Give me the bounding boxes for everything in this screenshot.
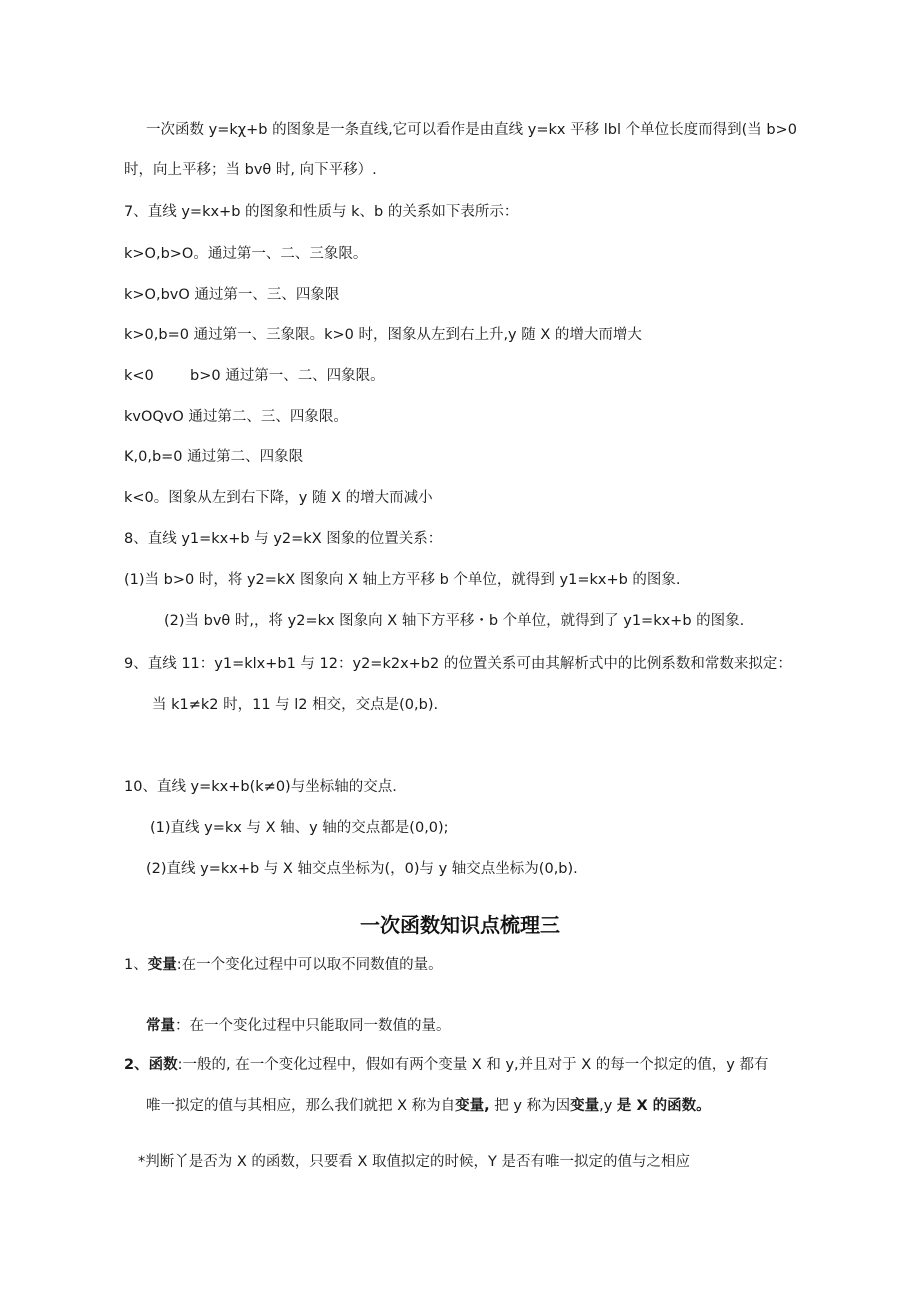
bold-segment: 是 X 的函数。 [616, 1098, 711, 1114]
item-10-heading: 10、直线 y=kx+b(k≠0)与坐标轴的交点. [124, 779, 397, 795]
paragraph-line: 一次函数 y=kχ+b 的图象是一条直线,它可以看作是由直线 y=kx 平移 lbl 个单位长度而得到(当 b>0 [146, 122, 797, 138]
definition-function [124, 1055, 769, 1075]
section-title: 一次函数知识点梳理三 [360, 913, 560, 937]
sub-item: 当 k1≠k2 时，11 与 l2 相交，交点是(0,b). [152, 697, 439, 713]
bold-segment: 变量, [455, 1098, 490, 1114]
note-line: *判断丫是否为 X 的函数，只要看 X 取值拟定的时候，Y 是否有唯一拟定的值与之相应 [138, 1154, 691, 1170]
paragraph-line: 时，向上平移；当 bvθ 时, 向下平移）. [124, 162, 377, 178]
definition-variable [124, 955, 443, 975]
case-line: K,0,b=0 通过第二、四象限 [124, 449, 304, 465]
case-line: k>0,b=0 通过第一、三象限。k>0 时，图象从左到右上升,y 随 X 的增大而增大 [124, 327, 642, 343]
case-line-k: k<0 [124, 368, 154, 384]
definition-text: :在一个变化过程中可以取不同数值的量。 [176, 957, 443, 973]
bold-segment: 变量 [570, 1098, 600, 1114]
case-line: k>O,b>O。通过第一、二、三象限。 [124, 246, 368, 262]
item-9-heading: 9、直线 11：y1=klx+b1 与 12：y2=k2x+b2 的位置关系可由其解析式中的比例系数和常数来拟定： [124, 656, 792, 672]
item-7-heading: 7、直线 y=kx+b 的图象和性质与 k、b 的关系如下表所示： [124, 204, 519, 220]
definition-function-continued [146, 1096, 711, 1116]
sub-item: (2)当 bvθ 时,，将 y2=kx 图象向 X 轴下方平移・b 个单位，就得到了 y1=kx+b 的图象. [164, 613, 745, 629]
case-line-b: b>0 通过第一、二、四象限。 [190, 368, 385, 384]
item-number: 1、 [124, 957, 148, 973]
text-segment: ,y [599, 1098, 617, 1114]
text-segment: 唯一拟定的值与其相应，那么我们就把 X 称为自 [146, 1098, 456, 1114]
term-constant: 常量 [146, 1018, 175, 1034]
case-line: k>O,bvO 通过第一、三、四象限 [124, 287, 340, 303]
case-line: kvOQvO 通过第二、三、四象限。 [124, 409, 348, 425]
item-number: 2、 [124, 1057, 149, 1073]
text-segment: 把 y 称为因 [489, 1098, 571, 1114]
term-variable: 变量 [147, 957, 177, 973]
definition-text: :一般的, 在一个变化过程中，假如有两个变量 X 和 y,并且对于 X 的每一个拟定的值，y 都有 [177, 1057, 769, 1073]
sub-item: (1)直线 y=kx 与 X 轴、y 轴的交点都是(0,0); [150, 820, 449, 836]
term-function: 函数 [148, 1057, 178, 1073]
sub-item: (2)直线 y=kx+b 与 X 轴交点坐标为(，0)与 y 轴交点坐标为(0,b). [146, 861, 578, 877]
item-8-heading: 8、直线 y1=kx+b 与 y2=kX 图象的位置关系： [124, 531, 443, 547]
definition-constant [146, 1016, 451, 1036]
case-line: k<0。图象从左到右下降，y 随 X 的增大而减小 [124, 490, 433, 506]
definition-text: ：在一个变化过程中只能取同一数值的量。 [175, 1018, 451, 1034]
sub-item: (1)当 b>0 时，将 y2=kX 图象向 X 轴上方平移 b 个单位，就得到 y1=kx+b 的图象. [124, 572, 681, 588]
